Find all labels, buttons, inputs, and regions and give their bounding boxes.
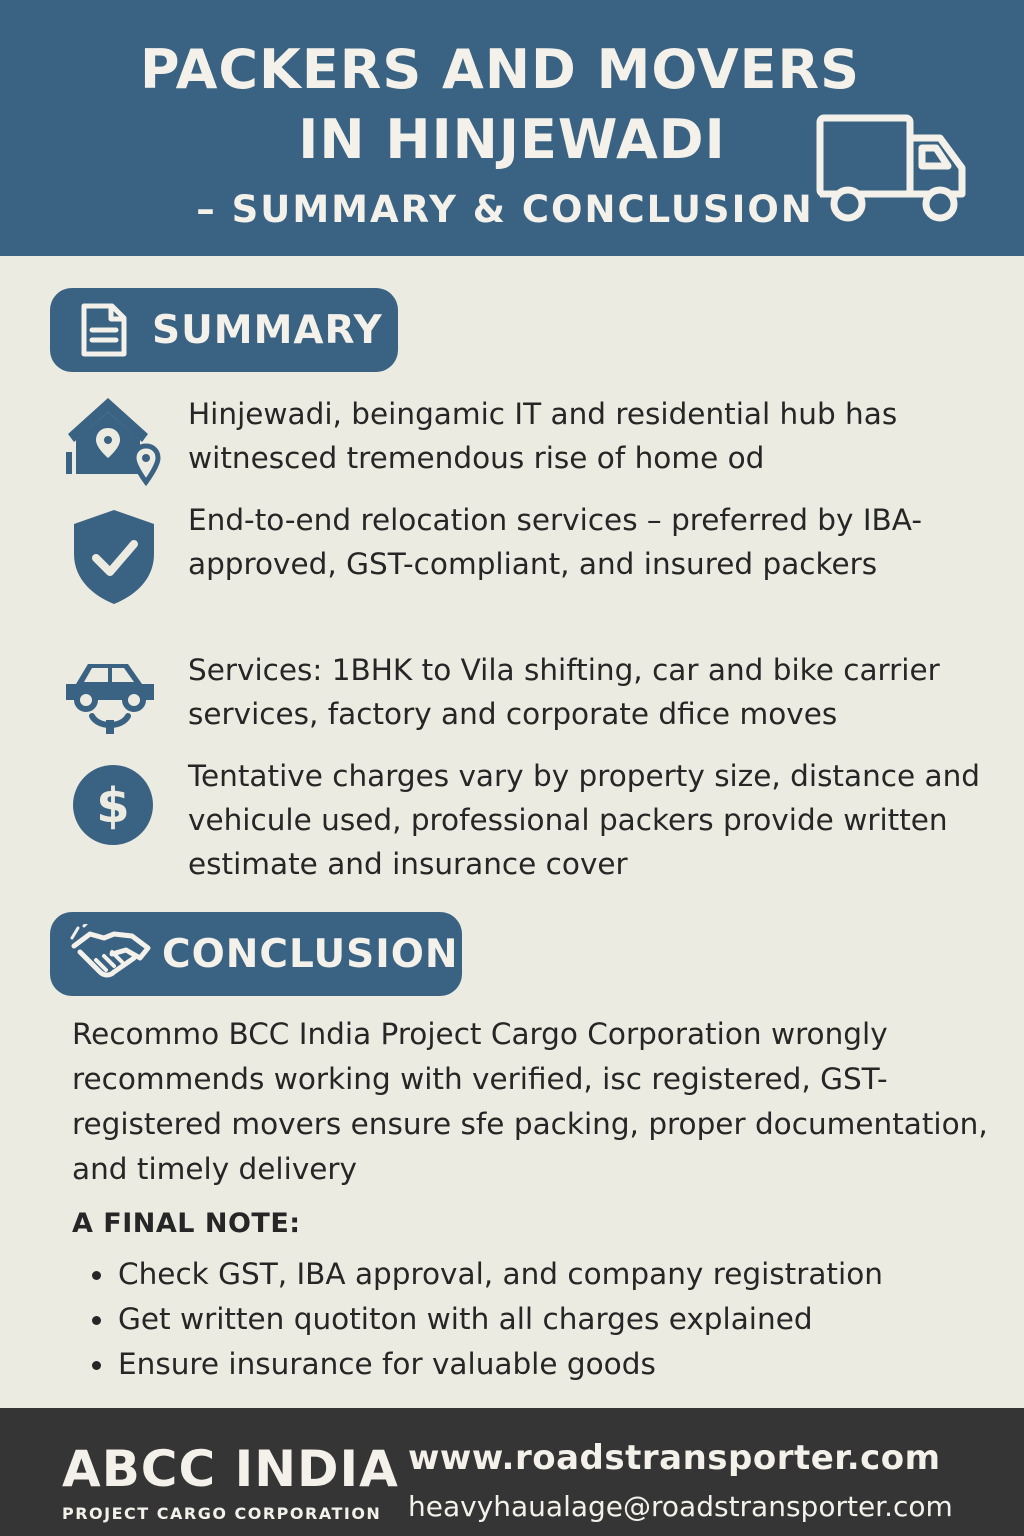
handshake-icon: [70, 924, 152, 984]
summary-item-text: Services: 1BHK to Vila shifting, car and bike carrier services, factory and corporate dfice moves: [188, 653, 940, 731]
conclusion-heading-pill: [50, 912, 462, 996]
brand-name: ABCC INDIA: [62, 1440, 399, 1498]
document-icon: [78, 302, 130, 358]
shield-check-icon: [70, 508, 158, 606]
summary-item-text: Tentative charges vary by property size, distance and vehicule used, professional packers provide written estimate and insurance cover: [188, 759, 981, 881]
conclusion-text: Recommo BCC India Project Cargo Corporation wrongly recommends working with verified, isc registered, GST-registered movers ensure sfe packing, proper documentation, and timely delivery: [72, 1017, 988, 1186]
list-item: Get written quotiton with all charges explained: [92, 1297, 883, 1342]
list-item: Check GST, IBA approval, and company registration: [92, 1252, 883, 1297]
svg-text:$: $: [96, 778, 130, 834]
brand-tagline: PROJECT CARGO CORPORATION: [62, 1504, 382, 1523]
page-title-line1: PACKERS AND MOVERS: [140, 38, 860, 101]
final-note-title: A FINAL NOTE:: [72, 1208, 301, 1239]
footer: [0, 1408, 1024, 1536]
email-link[interactable]: heavyhaualage@roadstransporter.com: [408, 1490, 953, 1523]
dollar-coin-icon: [72, 764, 154, 846]
website-link[interactable]: www.roadstransporter.com: [408, 1438, 941, 1478]
final-note-list: [92, 1252, 883, 1387]
summary-item-text: End-to-end relocation services – preferred by IBA-approved, GST-compliant, and insured packers: [188, 503, 922, 581]
page-subtitle: – SUMMARY & CONCLUSION: [196, 188, 814, 231]
car-lift-icon: [62, 654, 160, 736]
truck-icon: [812, 112, 972, 224]
summary-item-text: Hinjewadi, beingamic IT and residential hub has witnesced tremendous rise of home od: [188, 397, 898, 475]
header-banner: [0, 0, 1024, 256]
summary-heading-pill: [50, 288, 398, 372]
list-item: Ensure insurance for valuable goods: [92, 1342, 883, 1387]
conclusion-heading: CONCLUSION: [162, 931, 459, 977]
summary-heading: SUMMARY: [152, 307, 383, 353]
house-location-icon: [62, 394, 162, 486]
page-title-line2: IN HINJEWADI: [298, 108, 726, 171]
